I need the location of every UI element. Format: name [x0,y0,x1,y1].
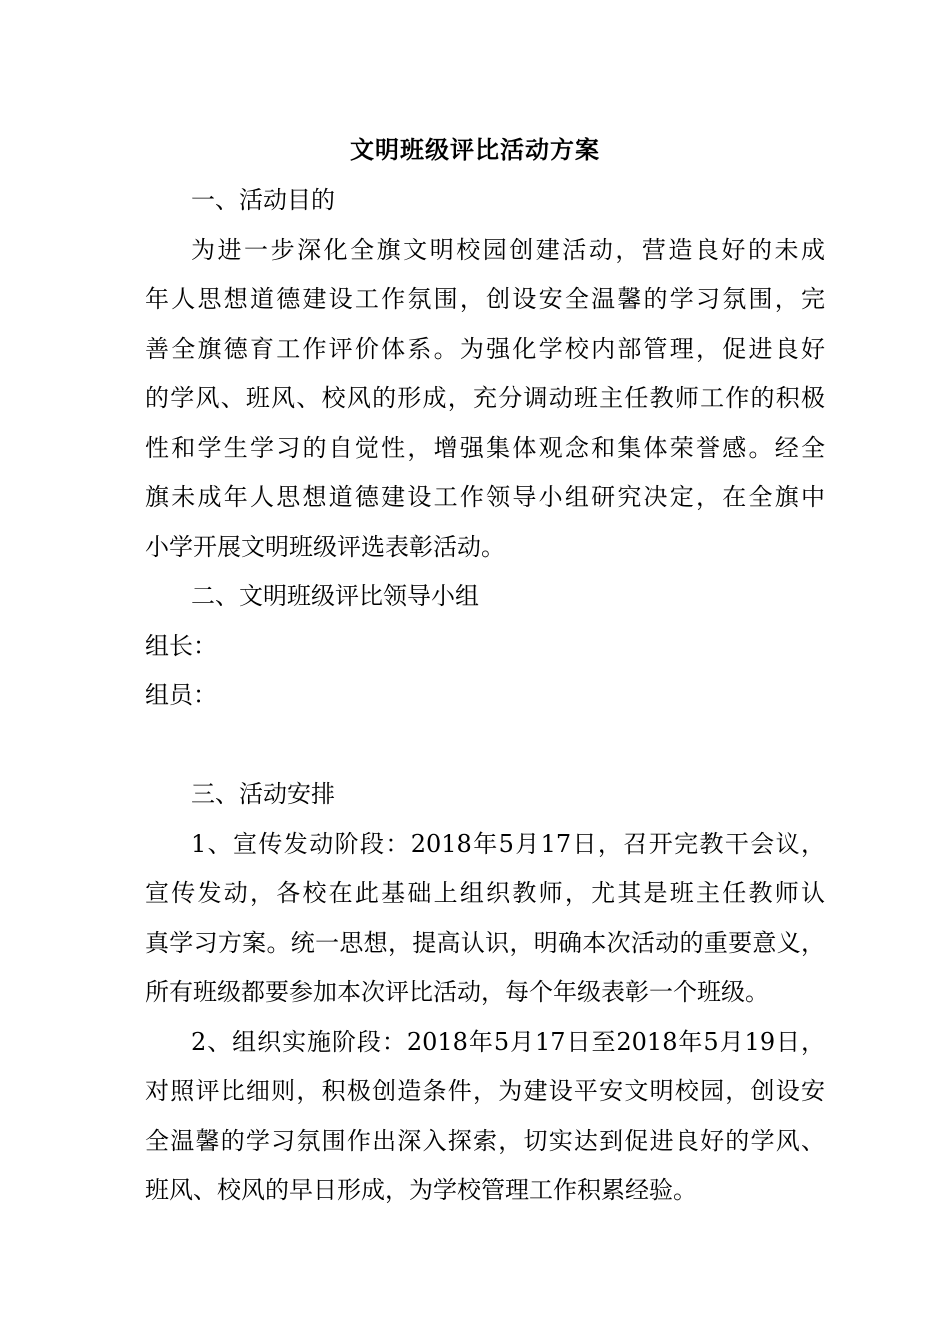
paragraph-line: 的学风、班风、校风的形成，充分调动班主任教师工作的积极 [145,384,825,412]
paragraph-line: 为进一步深化全旗文明校园创建活动，营造良好的未成 [191,235,825,264]
paragraph-line: 对照评比细则，积极创造条件，为建设平安文明校园，创设安 [145,1077,825,1105]
paragraph-line: 所有班级都要参加本次评比活动，每个年级表彰一个班级。 [145,978,769,1006]
paragraph-line: 善全旗德育工作评价体系。为强化学校内部管理，促进良好 [145,334,825,363]
group-members-label: 组员： [145,681,217,709]
section-heading-schedule: 三、活动安排 [191,780,335,808]
blank-line [145,721,825,771]
document-body [145,176,825,1216]
paragraph-line: 性和学生学习的自觉性，增强集体观念和集体荣誉感。经全 [145,433,825,462]
group-leader-label: 组长： [145,631,217,660]
section-heading-purpose: 一、活动目的 [191,186,335,214]
section-heading-leadership: 二、文明班级评比领导小组 [191,582,479,610]
document-title: 文明班级评比活动方案 [350,135,600,164]
paragraph-line: 宣传发动，各校在此基础上组织教师，尤其是班主任教师认 [145,879,825,907]
paragraph-line: 年人思想道德建设工作氛围，创设安全温馨的学习氛围，完 [145,285,825,313]
paragraph-line: 小学开展文明班级评选表彰活动。 [145,532,505,561]
paragraph-line: 旗未成年人思想道德建设工作领导小组研究决定，在全旗中 [145,483,825,511]
paragraph-line: 2、组织实施阶段：2018年5月17日至2018年5月19日， [191,1027,825,1056]
paragraph-line: 班风、校风的早日形成，为学校管理工作积累经验。 [145,1176,697,1204]
paragraph-line: 全温馨的学习氛围作出深入探索，切实达到促进良好的学风、 [145,1126,825,1155]
paragraph-line: 真学习方案。统一思想，提高认识，明确本次活动的重要意义， [145,928,825,957]
paragraph-line: 1、宣传发动阶段：2018年5月17日，召开完教干会议， [191,829,825,858]
